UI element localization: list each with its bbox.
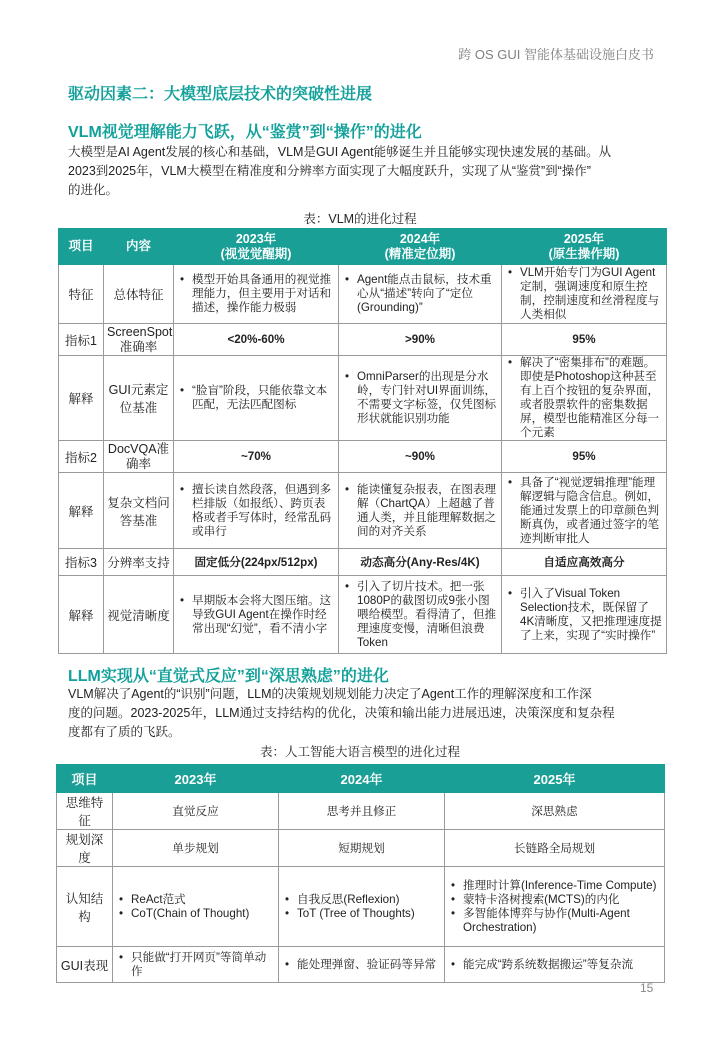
- row-item-cell: 指标2: [59, 441, 104, 473]
- cell-2025: • 解决了“密集排布”的难题。即使是Photoshop这种甚至有上百个按钮的复杂界面，或者股票软件的密集数据屏，模型也能精准区分每一个元素: [502, 356, 667, 441]
- cell-2024: 动态高分(Any-Res/4K): [339, 549, 502, 576]
- cell-2023: • ReAct范式 • CoT(Chain of Thought): [113, 867, 279, 947]
- row-item-cell: 认知结构: [57, 867, 113, 947]
- table-row: [57, 947, 665, 983]
- cell-2024: • 能读懂复杂报表，在图表理解（ChartQA）上超越了普通人类，并且能理解数据之间的对齐关系: [339, 473, 502, 549]
- table-header-row: [57, 765, 665, 793]
- header-2024: 2024年: [279, 765, 445, 793]
- vlm-paragraph: 大模型是AI Agent发展的核心和基础，VLM是GUI Agent能够诞生并且能够实现快速发展的基础。从 2023到2025年，VLM大模型在精准度和分辨率方面实现了大幅度跃升，实现了从“鉴赏”到“操作” 的进化。: [68, 145, 612, 197]
- cell-2025: 深思熟虑: [445, 793, 665, 830]
- table-row: [59, 549, 667, 576]
- cell-2025: • 能完成“跨系统数据搬运”等复杂流: [445, 947, 665, 983]
- table-row: [59, 265, 667, 324]
- vlm-heading: VLM视觉理解能力飞跃，从“鉴赏”到“操作”的进化: [68, 124, 422, 141]
- page-number: 15: [640, 981, 654, 995]
- header-2025: 2025年 (原生操作期): [502, 229, 667, 265]
- table-row: [59, 576, 667, 654]
- table-header-row: [59, 229, 667, 265]
- row-content-cell: 复杂文档问答基准: [104, 473, 174, 549]
- table-row: [59, 356, 667, 441]
- llm-table-caption: 表：人工智能大语言模型的进化过程: [259, 745, 460, 759]
- cell-2023: • “脸盲”阶段，只能依靠文本匹配，无法匹配图标: [174, 356, 339, 441]
- cell-2023: • 只能做“打开网页”等简单动作: [113, 947, 279, 983]
- row-item-cell: 规划深度: [57, 830, 113, 867]
- header-2025: 2025年: [445, 765, 665, 793]
- row-item-cell: 特征: [59, 265, 104, 324]
- row-item-cell: 思维特征: [57, 793, 113, 830]
- row-item-cell: 解释: [59, 473, 104, 549]
- cell-2023: 直觉反应: [113, 793, 279, 830]
- cell-2024: 短期规划: [279, 830, 445, 867]
- row-item-cell: GUI表现: [57, 947, 113, 983]
- row-content-cell: ScreenSpot准确率: [104, 324, 174, 356]
- header-content: 内容: [104, 229, 174, 265]
- row-item-cell: 指标3: [59, 549, 104, 576]
- cell-2025: • 推理时计算(Inference-Time Compute) • 蒙特卡洛树搜索(MCTS)的内化 • 多智能体博弈与协作(Multi-Agent Orchestration): [445, 867, 665, 947]
- cell-2025: 自适应高效高分: [502, 549, 667, 576]
- document-header-title: 跨 OS GUI 智能体基础设施白皮书: [458, 47, 654, 62]
- row-content-cell: GUI元素定位基准: [104, 356, 174, 441]
- table-row: [59, 441, 667, 473]
- cell-2023: <20%-60%: [174, 324, 339, 356]
- row-content-cell: 分辨率支持: [104, 549, 174, 576]
- cell-2024: • 能处理弹窗、验证码等异常: [279, 947, 445, 983]
- table-row: [59, 324, 667, 356]
- cell-2025: • VLM开始专门为GUI Agent定制，强调速度和原生控制，控制速度和丝滑程度与人类相似: [502, 265, 667, 324]
- row-item-cell: 指标1: [59, 324, 104, 356]
- row-item-cell: 解释: [59, 356, 104, 441]
- header-item: 项目: [59, 229, 104, 265]
- cell-2023: 固定低分(224px/512px): [174, 549, 339, 576]
- cell-2024: • 自我反思(Reflexion) • ToT (Tree of Thoughts): [279, 867, 445, 947]
- llm-paragraph: VLM解决了Agent的“识别”问题，LLM的决策规划规划能力决定了Agent工作的理解深度和工作深 度的问题。2023-2025年，LLM通过支持结构的优化，决策和输出能力进展迅速，决策深度和复杂程 度都有了质的飞跃。: [68, 687, 615, 739]
- cell-2023: ~70%: [174, 441, 339, 473]
- cell-2024: 思考并且修正: [279, 793, 445, 830]
- cell-2024: >90%: [339, 324, 502, 356]
- cell-2024: • OmniParser的出现是分水岭，专门针对UI界面训练，不需要文字标签，仅凭图标形状就能识别功能: [339, 356, 502, 441]
- cell-2024: • Agent能点击鼠标，技术重心从“描述”转向了“定位(Grounding)”: [339, 265, 502, 324]
- cell-2023: • 擅长读自然段落，但遇到多栏排版（如报纸）、跨页表格或者手写体时，经常乱码或串行: [174, 473, 339, 549]
- cell-2025: 95%: [502, 324, 667, 356]
- llm-evolution-table: [56, 764, 665, 983]
- section-title: 驱动因素二：大模型底层技术的突破性进展: [68, 86, 373, 103]
- header-2023: 2023年: [113, 765, 279, 793]
- row-item-cell: 解释: [59, 576, 104, 654]
- cell-2023: 单步规划: [113, 830, 279, 867]
- table-row: [57, 830, 665, 867]
- header-2024: 2024年 (精准定位期): [339, 229, 502, 265]
- cell-2023: • 早期版本会将大图压缩。这导致GUI Agent在操作时经常出现“幻觉”，看不清小字: [174, 576, 339, 654]
- cell-2025: • 具备了“视觉逻辑推理”能理解逻辑与隐含信息。例如，能通过发票上的印章颜色判断真伪，或者通过签字的笔迹判断审批人: [502, 473, 667, 549]
- cell-2025: 长链路全局规划: [445, 830, 665, 867]
- vlm-evolution-table: [58, 228, 667, 654]
- llm-heading: LLM实现从“直觉式反应”到“深思熟虑”的进化: [68, 668, 389, 685]
- row-content-cell: 总体特征: [104, 265, 174, 324]
- vlm-table-caption: 表：VLM的进化过程: [303, 212, 417, 226]
- table-row: [59, 473, 667, 549]
- cell-2024: • 引入了切片技术。把一张1080P的截图切成9张小图喂给模型。看得清了，但推理速度变慢，清晰但浪费Token: [339, 576, 502, 654]
- table-row: [57, 793, 665, 830]
- table-row: [57, 867, 665, 947]
- row-content-cell: 视觉清晰度: [104, 576, 174, 654]
- cell-2023: • 模型开始具备通用的视觉推理能力，但主要用于对话和描述，操作能力极弱: [174, 265, 339, 324]
- row-content-cell: DocVQA准确率: [104, 441, 174, 473]
- header-item: 项目: [57, 765, 113, 793]
- cell-2025: • 引入了Visual Token Selection技术，既保留了4K清晰度，又把推理速度提了上来，实现了“实时操作”: [502, 576, 667, 654]
- cell-2025: 95%: [502, 441, 667, 473]
- header-2023: 2023年 (视觉觉醒期): [174, 229, 339, 265]
- cell-2024: ~90%: [339, 441, 502, 473]
